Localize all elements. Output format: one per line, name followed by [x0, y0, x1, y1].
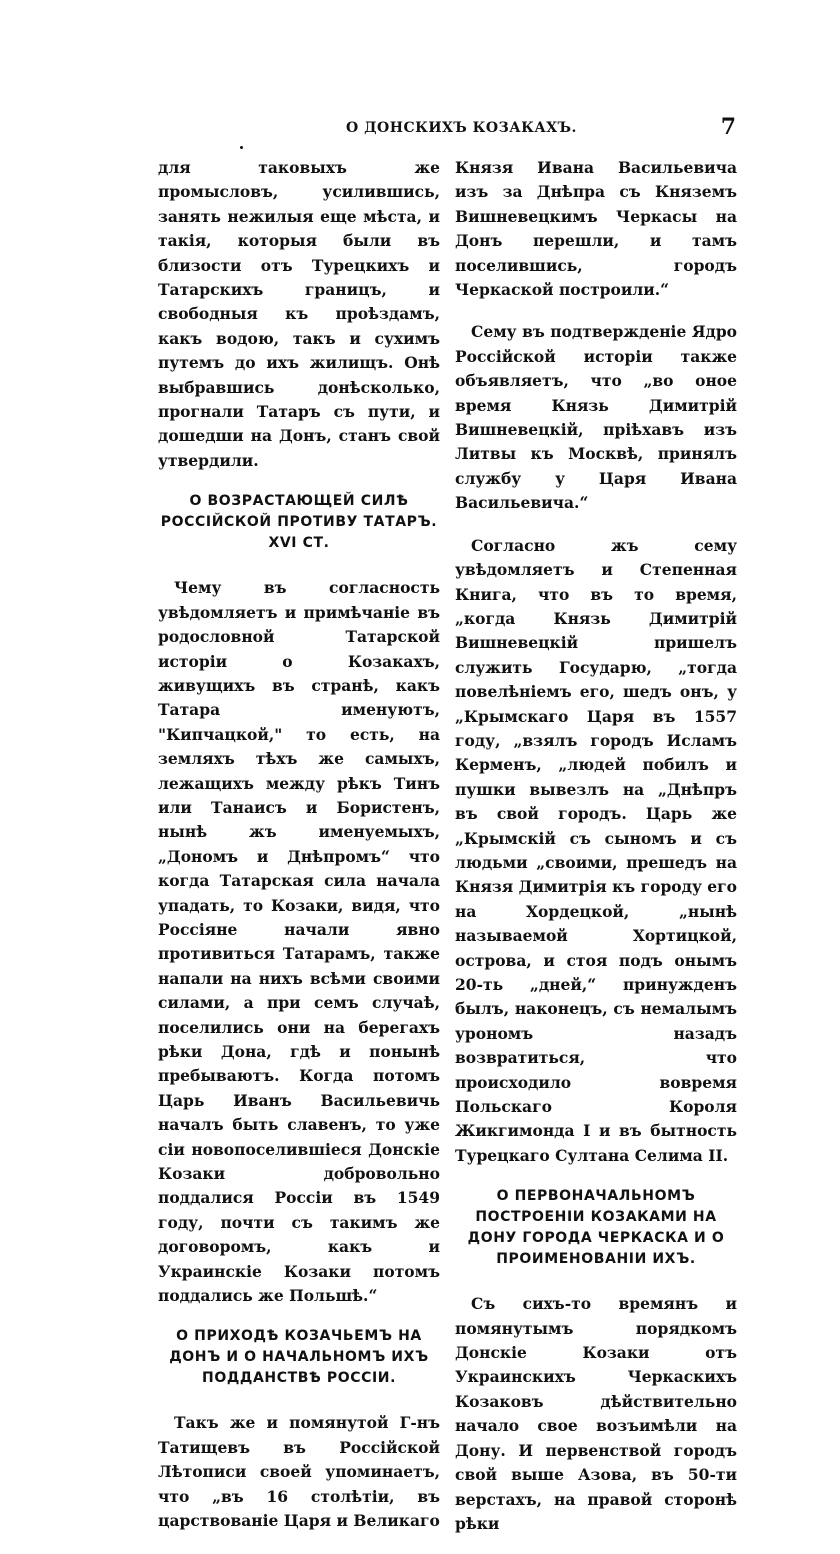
ink-dot [240, 146, 243, 149]
right-paragraph-2: Сему въ подтвержденіе Ядро Россійской исторіи также объявляетъ, что „во оное время Князь Димитрій Вишневецкій, пріѣхавъ изъ Литвы къ Москвѣ, принялъ службу у Царя Ивана Васильевича.“ [455, 322, 737, 513]
right-column [455, 156, 737, 1554]
left-column [158, 156, 440, 1552]
right-paragraph-1: Князя Ивана Васильевича изъ за Днѣпра съ Княземъ Вишневецкимъ Черкасы на Донъ перешли, и тамъ поселившись, городъ Черкаской построили.“ [455, 158, 737, 300]
left-paragraph-1: для таковыхъ же промысловъ, усилившись, занять нежилыя еще мѣста, и такія, которыя были въ близости отъ Турецкихъ и Татарскихъ границъ, и свободныя къ проѣздамъ, какъ водою, такъ и сухимъ путемъ до ихъ жилищъ. Онѣ выбравшись донѣсколько, прогнали Татаръ съ пути, и дошедши на Донъ, станъ свой утвердили. [158, 158, 440, 470]
section-heading-cossack-arrival: О ПРИХОДѢ КОЗАЧЬЕМЪ НА ДОНЪ И О НАЧАЛЬНОМЪ ИХЪ ПОДДАНСТВѢ РОССІИ. [169, 1328, 429, 1387]
left-paragraph-2: Чему въ согласность увѣдомляетъ и примѣчаніе въ родословной Татарской исторіи о Козакахъ, живущихъ въ странѣ, какъ Татара именуютъ, "Кипчацкой," то есть, на земляхъ тѣхъ же самыхъ, лежащихъ между рѣкъ Тинъ или Танаисъ и Бористенъ, нынѣ жъ именуемыхъ, „Дономъ и Днѣпромъ“ что когда Татарская сила начала упадать, то Козаки, видя, что Россіяне начали явно противиться Татарамъ, также напали на нихъ всѣми своими силами, а при семъ случаѣ, поселились они на берегахъ рѣки Дона, гдѣ и понынѣ пребываютъ. Когда потомъ Царь Иванъ Васильевичь началъ быть славенъ, то уже сіи новопоселившіеся Донскіе Козаки добровольно поддалися Россіи въ 1549 году, почти съ такимъ же договоромъ, какъ и Украинскіе Козаки потомъ поддались же Польшѣ.“ [158, 578, 440, 1306]
section-heading-cherkask: О ПЕРВОНАЧАЛЬНОМЪ ПОСТРОЕНІИ КОЗАКАМИ НА ДОНУ ГОРОДА ЧЕРКАСКА И О ПРОИМЕНОВАНІИ ИХЪ. [467, 1188, 725, 1268]
page-number: 7 [720, 114, 736, 140]
section-heading-tatar-strength: О ВОЗРАСТАЮЩЕЙ СИЛѢ РОССІЙСКОЙ ПРОТИВУ ТАТАРЪ. XVI СТ. [160, 493, 438, 552]
left-paragraph-3: Такъ же и помянутой Г-нъ Татищевъ въ Россійской Лѣтописи своей упоминаетъ, что „въ 16 столѣтіи, въ царствованіе Царя и Великаго [158, 1413, 440, 1531]
right-paragraph-4: Съ сихъ-то времянъ и помянутымъ порядкомъ Донскіе Козаки отъ Украинскихъ Черкаскихъ Козаковъ дѣйствительно начало свое возъимѣли на Дону. И первенствой городъ свой выше Азова, въ 50-ти верстахъ, на правой сторонѣ рѣки [455, 1294, 737, 1533]
right-paragraph-3: Согласно жъ сему увѣдомляетъ и Степенная Книга, что въ то время, „когда Князь Димитрій Вишневецкій пришелъ служить Государю, „тогда повелѣніемъ его, шедъ онъ, у „Крымскаго Царя въ 1557 году, „взялъ городъ Исламъ Керменъ, „людей побилъ и пушки вывезлъ на „Днѣпръ въ свой городъ. Царь же „Крымскій съ сыномъ и съ людьми „своими, прешедъ на Князя Димитрія къ городу его на Хордецкой, „нынѣ называемой Хортицкой, острова, и стоя подъ онымъ 20-ть „дней,“ принужденъ былъ, наконецъ, съ немалымъ урономъ назадъ возвратиться, что происходило вовремя Польскаго Короля Жикгимонда I и въ бытность Турецкаго Султана Селима II. [455, 535, 737, 1165]
running-title: О ДОНСКИХЪ КОЗАКАХЪ. [346, 120, 577, 136]
page-header [160, 116, 740, 144]
